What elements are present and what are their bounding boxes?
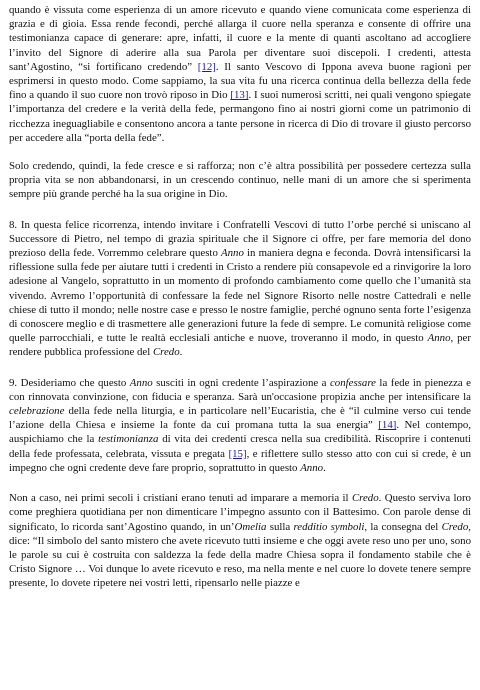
- text-run: , la consegna del: [364, 520, 442, 533]
- footnote-link[interactable]: [12]: [197, 60, 216, 73]
- italic-text: confessare: [329, 376, 376, 389]
- italic-text: Anno: [221, 247, 244, 260]
- footnote-link[interactable]: [14]: [378, 419, 397, 432]
- text-run: . I suoi numerosi scritti, nei quali vengono spiegate l’importanza del credere e la verità della fede, permangono fino ai nostri giorni come un patrimonio di ricchezza ineguagliabile e consentono ancora a tante persone in ricerca di Dio di trovare il giusto percorso per accedere alla “porta della fede”.: [9, 89, 471, 144]
- italic-text: celebrazione: [9, 405, 65, 418]
- italic-text: Omelia: [234, 520, 267, 533]
- text-run: .: [179, 346, 183, 359]
- text-run: la fede in pienezza e con rinnovata convinzione, con fiducia e speranza. Sarà un'occasione propizia anche per intensificare la: [9, 376, 471, 403]
- text-run: Non a caso, nei primi secoli i cristiani erano tenuti ad imparare a memoria il: [9, 492, 352, 505]
- text-run: in maniera degna e feconda. Dovrà intensificarsi la riflessione sulla fede per aiutare tutti i credenti in Cristo a rendere più consapevole ed a rinvigorire la loro adesione al Vangelo, soprattutto in un momento di profondo cambiamento come quello che l’umanità sta vivendo. Avremo l’opportunità di confessare la fede nel Signore Risorto nelle nostre Cattedrali e nelle chiese di tutto il mondo; nelle nostre case e presso le nostre famiglie, perché ognuno senta forte l’esigenza di conoscere meglio e di trasmettere alle generazioni future la fede di sempre. Le comunità religiose come quelle parrocchiali, e tutte le realtà ecclesiali antiche e nuove, troveranno il modo, in questo: [9, 247, 471, 345]
- italic-text: Credo: [441, 520, 469, 533]
- text-run: di vita dei credenti cresca nella sua credibilità. Riscoprire i contenuti della fede professata, celebrata, vissuta e pregata: [9, 433, 471, 460]
- italic-text: Anno: [300, 461, 324, 474]
- italic-text: Credo: [351, 492, 379, 505]
- paragraph-only-believing: [9, 159, 471, 202]
- text-run: , dice: “Il simbolo del santo mistero che avete ricevuto tutti insieme e che oggi avete reso uno per uno, sono le parole su cui è costruita con saldezza la fede della madre Chiesa sopra il fondamento stabile che è Cristo Signore … Voi dunque lo avete ricevuto e reso, ma nella mente e nel cuore lo dovete tenere sempre presente, lo dovete ripetere nei vostri letti, ripensarlo nelle piazze e: [9, 520, 471, 590]
- footnote-link[interactable]: [13]: [230, 89, 249, 102]
- text-run: , e riflettere sullo stesso atto con cui si crede, è un impegno che ogni credente deve fare proprio, soprattutto in questo: [9, 447, 471, 474]
- text-run: susciti in ogni credente l’aspirazione a: [152, 376, 330, 389]
- paragraph-9-confess-faith: [9, 376, 471, 475]
- text-run: , per rendere pubblica professione del: [9, 332, 471, 359]
- italic-text: testimonianza: [98, 433, 159, 446]
- text-run: . Questo serviva loro come preghiera quotidiana per non dimenticare l’impegno assunto con il Battesimo. Con parole dense di significato, lo ricorda sant’Agostino quando, in un’: [9, 492, 471, 533]
- text-run: . Nel contempo, auspichiamo che la: [9, 419, 472, 446]
- text-run: della fede nella liturgia, e in particolare nell’Eucaristia, che è “il culmine verso cui tende l’azione della Chiesa e insieme la fonte da cui promana tutta la sua energia”: [9, 405, 471, 432]
- footnote-link[interactable]: [15]: [228, 447, 247, 460]
- italic-text: Credo: [152, 346, 180, 359]
- paragraph-faith-fruitful: [9, 3, 471, 145]
- text-run: sulla: [266, 520, 294, 533]
- text-run: . Il santo Vescovo di Ippona aveva buone ragioni per esprimersi in questo modo. Come sappiamo, la sua vita fu una ricerca continua della bellezza della fede fino a quando il suo cuore non trovò riposo in Dio: [9, 60, 471, 102]
- italic-text: redditio symboli: [293, 520, 365, 533]
- text-run: .: [323, 461, 326, 474]
- text-run: Solo credendo, quindi, la fede cresce e si rafforza; non c’è altra possibilità per possedere certezza sulla propria vita se non abbandonarsi, in un crescendo continuo, nelle mani di un amore che si sperimenta sempre più grande perché ha la sua origine in Dio.: [9, 160, 471, 201]
- paragraph-creed-memorized: [9, 491, 471, 590]
- text-run: 8. In questa felice ricorrenza, intendo invitare i Confratelli Vescovi di tutto l’orbe perché si uniscano al Successore di Pietro, nel tempo di grazia spirituale che il Signore ci offre, per fare memoria del dono prezioso della fede. Vorremmo celebrare questo: [9, 218, 471, 260]
- paragraph-8-invitation-bishops: [9, 218, 471, 360]
- italic-text: Anno: [427, 332, 451, 345]
- text-run: quando è vissuta come esperienza di un amore ricevuto e quando viene comunicata come esperienza di grazia e di gioia. Essa rende fecondi, perché allarga il cuore nella speranza e consente di offrire una testimonianza capace di generare: apre, infatti, il cuore e la mente di quanti ascoltano ad accogliere l’invito del Signore di aderire alla sua Parola per diventare suoi discepoli. I credenti, attesta sant’Agostino, “si fortificano credendo”: [9, 4, 471, 73]
- text-run: 9. Desideriamo che questo: [9, 376, 130, 389]
- italic-text: Anno: [129, 376, 153, 389]
